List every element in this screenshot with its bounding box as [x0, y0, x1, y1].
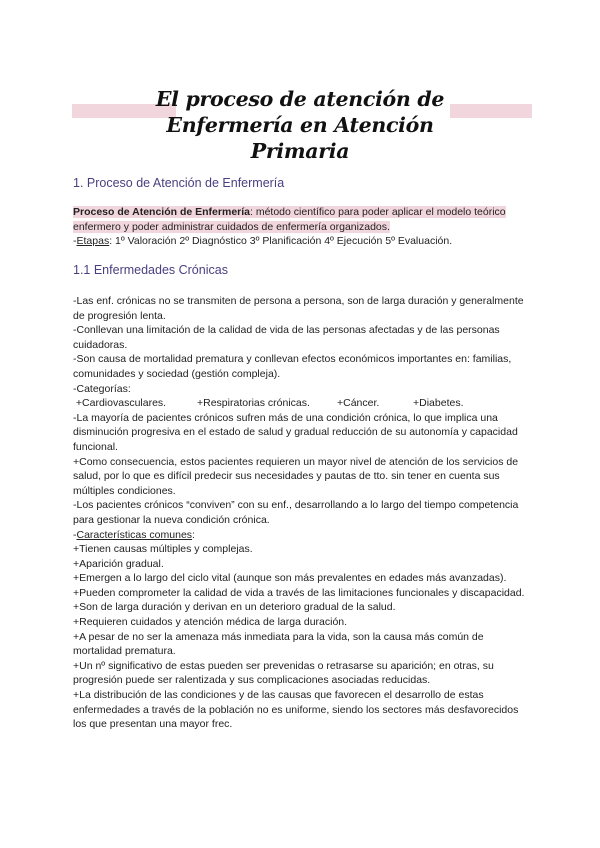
definition-text: : método científico para poder aplicar el modelo teórico enfermero y poder administrar cuidados de enfermería organizados. — [73, 206, 506, 233]
characteristics-label: -Características comunes: — [73, 528, 195, 541]
categories-label: -Categorías: — [73, 382, 131, 395]
list-item: +Aparición gradual. — [73, 557, 164, 570]
section-heading-1-1: 1.1 Enfermedades Crónicas — [73, 263, 228, 277]
section-body — [73, 294, 533, 732]
paragraph: -Las enf. crónicas no se transmiten de persona a persona, son de larga duración y generalmente de progresión lenta. — [73, 295, 524, 322]
categories-list — [73, 396, 533, 411]
definition-term: Proceso de Atención de Enfermería — [73, 206, 250, 218]
category-item: +Cardiovasculares. — [73, 397, 167, 410]
paragraph: -Los pacientes crónicos “conviven” con su enf., desarrollando a lo largo del tiempo competencia para gestionar la nueva condición crónica. — [73, 499, 519, 526]
paragraph: -Son causa de mortalidad prematura y conllevan efectos económicos importantes en: familias, comunidades y sociedad (gestión compleja). — [73, 353, 512, 380]
paragraph: -Conllevan una limitación de la calidad de vida de las personas afectadas y de las personas cuidadoras. — [73, 324, 500, 351]
document-title — [120, 86, 480, 164]
list-item: +Pueden comprometer la calidad de vida a través de las limitaciones funcionales y discapacidad. — [73, 586, 525, 599]
paragraph: -La mayoría de pacientes crónicos sufren más de una condición crónica, lo que implica una disminución progresiva en el estado de salud y gradual reducción de su autonomía y capacidad funcional. — [73, 411, 518, 453]
etapas-label: Etapas — [76, 235, 110, 248]
category-item: +Respiratorias crónicas. — [197, 397, 310, 410]
etapas-text: : 1º Valoración 2º Diagnóstico 3º Planificación 4º Ejecución 5º Evaluación. — [109, 235, 453, 248]
category-item: +Cáncer. — [337, 397, 380, 410]
category-item: +Diabetes. — [413, 397, 464, 410]
section-heading-1: 1. Proceso de Atención de Enfermería — [73, 176, 285, 190]
list-item: +Son de larga duración y derivan en un deterioro gradual de la salud. — [73, 601, 396, 614]
list-item: +La distribución de las condiciones y de las causas que favorecen el desarrollo de estas enfermedades a través de la población no es uniforme, siendo los sectores más desfavorecidos los que presentan una mayor frec. — [73, 689, 519, 731]
title-line-1: El proceso de atención de — [155, 87, 445, 111]
title-line-2: Enfermería en Atención Primaria — [166, 113, 434, 163]
list-item: +Tienen causas múltiples y complejas. — [73, 543, 253, 556]
list-item: +A pesar de no ser la amenaza más inmediata para la vida, son la causa más común de mortalidad prematura. — [73, 630, 484, 658]
list-item: +Un nº significativo de estas pueden ser prevenidas o retrasarse su aparición; en otras, su progresión puede ser ralentizada y sus complicaciones asociadas reducidas. — [73, 659, 494, 687]
definition-paragraph: Proceso de Atención de Enfermería: método científico para poder aplicar el modelo teórico enfermero y poder administrar cuidados de enfermería organizados. -Etapas: 1º Valoración 2º Diagnóstico 3º Planificación 4º Ejecución 5º Evaluación. — [73, 206, 506, 248]
list-item: +Emergen a lo largo del ciclo vital (aunque son más prevalentes en edades más avanzadas). — [73, 572, 507, 585]
list-item: +Requieren cuidados y atención médica de larga duración. — [73, 616, 348, 629]
paragraph: +Como consecuencia, estos pacientes requieren un mayor nivel de atención de los servicios de salud, por lo que es difícil predecir sus necesidades y pautas de tto. sin tener en cuenta sus múltiples condiciones. — [73, 455, 519, 497]
